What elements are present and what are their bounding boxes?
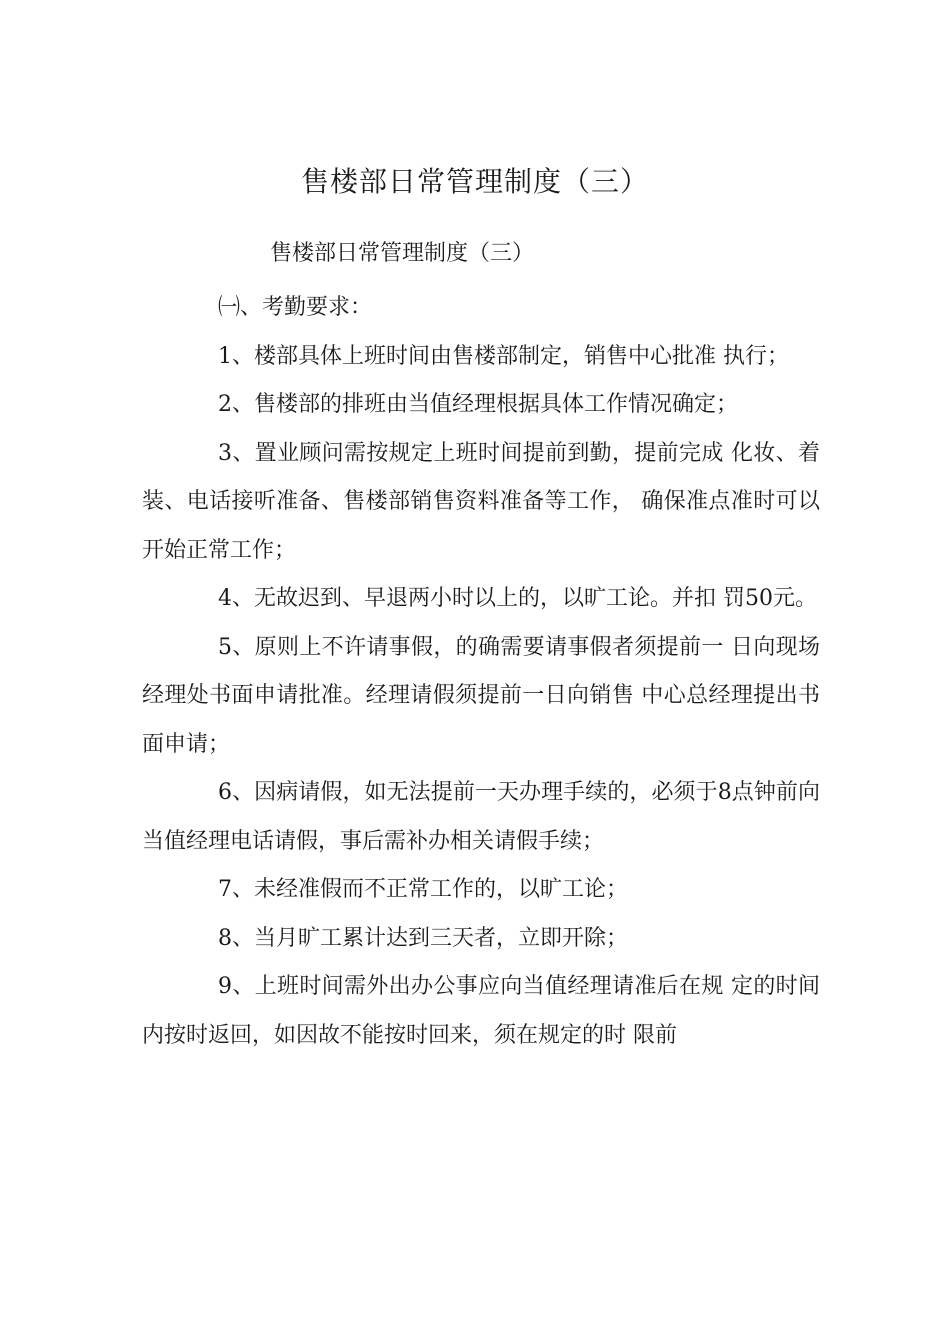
paragraph-4: 4、无故迟到、早退两小时以上的，以旷工论。并扣 罚50元。	[218, 586, 817, 611]
paragraph-3: 3、置业顾问需按规定上班时间提前到勤，提前完成 化妆、着装、电话接听准备、售楼部销售资料准备等工作， 确保准点准时可以开始正常工作；	[142, 440, 820, 563]
document-subtitle: 售楼部日常管理制度（三）	[270, 241, 535, 266]
section-heading: ㈠、考勤要求：	[218, 295, 373, 320]
paragraph-1: 1、楼部具体上班时间由售楼部制定，销售中心批准 执行；	[218, 343, 789, 369]
document-body	[142, 284, 820, 1060]
paragraph-8: 8、当月旷工累计达到三天者，立即开除；	[218, 925, 628, 951]
paragraph-6: 6、因病请假，如无法提前一天办理手续的，必须于8点钟前向当值经理电话请假，事后需补办相关请假手续；	[142, 780, 820, 854]
paragraph-9: 9、上班时间需外出办公事应向当值经理请准后在规 定的时间内按时返回，如因故不能按时回来，须在规定的时 限前	[142, 974, 820, 1048]
paragraph-5: 5、原则上不许请事假，的确需要请事假者须提前一 日向现场经理处书面申请批准。经理请假须提前一日向销售 中心总经理提出书面申请；	[142, 634, 820, 757]
paragraph-2: 2、售楼部的排班由当值经理根据具体工作情况确定；	[218, 392, 738, 417]
document-title: 售楼部日常管理制度（三）	[300, 165, 649, 198]
paragraph-7: 7、未经准假而不正常工作的，以旷工论；	[218, 877, 628, 902]
